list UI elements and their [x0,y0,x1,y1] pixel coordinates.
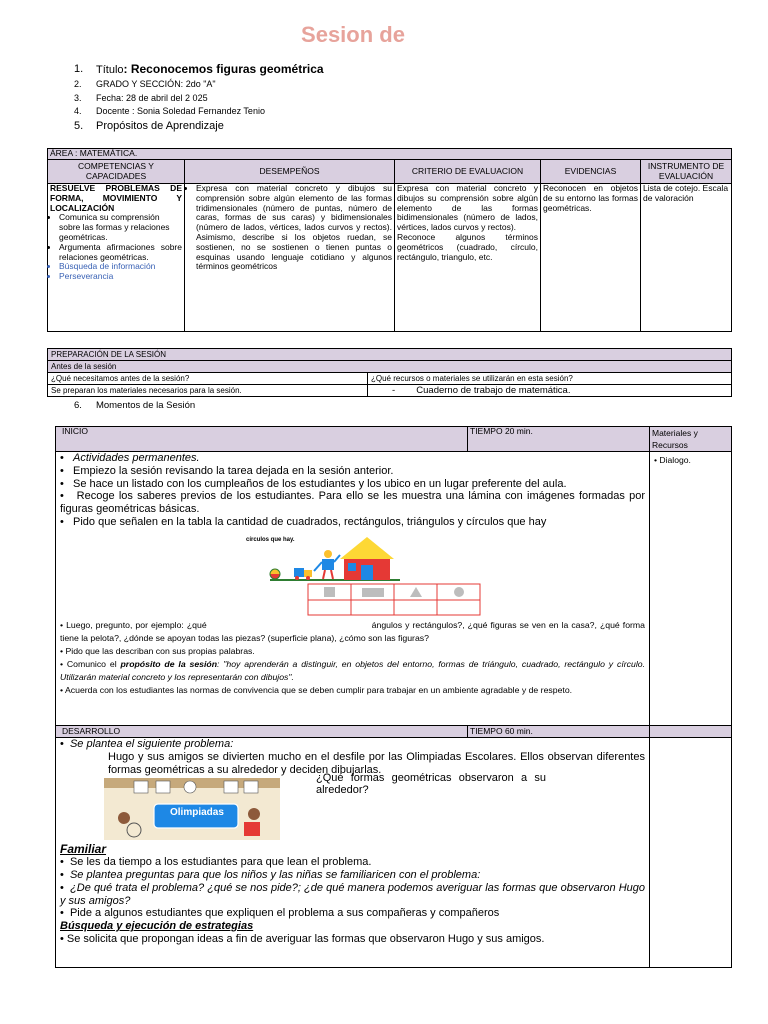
enfoque-item: • Búsqueda de información [59,262,182,272]
enfoque-item: • Perseverancia [59,272,182,282]
inicio-item: • Se hace un listado con los cumpleaños de los estudiantes y los ubico en un lugar preferente del aula. [60,477,567,490]
desarrollo-item: • Se les da tiempo a los estudiantes para que lean el problema. [60,856,372,869]
olympics-illustration [60,772,645,840]
desempeno-text: • Expresa con material concreto y dibujos su comprensión sobre algún elemento de las formas tridimensionales (número de puntas, número de caras, formas de sus caras) y bidimensionales (número de lados, vértices, lados curvos y rectos). Asimismo, describe si los objetos ruedan, se sostienen, no se sostienen o tienen puntas o esquinas usando lenguaje cotidiano y algunos términos geométricos [196,184,392,272]
solicita-item: • Se solicita que propongan ideas a fin de averiguar las formas que observaron Hugo y sus amigos. [60,932,545,945]
criterio-text-2: Reconoce algunos términos geométricos (cuadrado, círculo, rectángulo, triangulo, etc. [397,231,538,262]
question-luego: • Luego, pregunto, por ejemplo: ¿qué ángulos y rectángulos?, ¿qué figuras se ven en la casa?, ¿qué forma tiene la pelota?, ¿dónde se apoyan todas las piezas? (superficie plana), ¿cómo son las figuras? [60,619,645,643]
inicio-content [56,452,650,726]
answer-resources: - Cuaderno de trabajo de matemática. [368,385,732,397]
geometric-figures-illustration [60,531,645,617]
header-evidencias: EVIDENCIAS [541,160,641,184]
before-session-label: Antes de la sesión [48,361,732,373]
plantea-problem: • Se plantea el siguiente problema: [60,738,234,750]
desarrollo-item: • Pide a algunos estudiantes que expliquen el problema a sus compañeras y compañeros [60,907,500,920]
capacidad-item: • Argumenta afirmaciones sobre relaciones geométricas. [59,243,182,263]
criterio-text-1: Expresa con material concreto y dibujos su comprensión sobre algún elemento de las formas bidimensionales (número de lados, vértices, lados curvos y rectos). [397,183,538,233]
inicio-item: • Empiezo la sesión revisando la tarea dejada en la sesión anterior. [60,464,394,477]
desarrollo-time: TIEMPO 60 min. [468,726,650,738]
desarrollo-item: • ¿De qué trata el problema? ¿qué se nos pide?; ¿de qué manera podemos averiguar las formas que observaron Hugo y sus amigos? [60,881,646,907]
desarrollo-materials-cell [650,738,732,968]
problem-question: ¿Qué formas geométricas observaron a su alrededor? [316,772,546,797]
figure-caption: círculos que hay. [246,536,295,543]
familiar-heading: Familiar [60,842,107,857]
desarrollo-materials-header [650,726,732,738]
preparation-title: PREPARACIÓN DE LA SESIÓN [48,349,732,361]
header-instrumento: INSTRUMENTO DE EVALUACIÓN [641,160,732,184]
desarrollo-label: DESARROLLO [56,726,468,738]
meta-title: 1. Título: Reconocemos figuras geométrica [74,62,324,76]
question-needs: ¿Qué necesitamos antes de la sesión? [48,373,368,385]
page-title: Sesion de [301,22,405,47]
header-criterio: CRITERIO DE EVALUACION [395,160,541,184]
materials-cell: • Dialogo. [650,452,732,726]
preparation-table [47,348,732,397]
inicio-item: • Actividades permanentes. [60,452,200,464]
olympics-banner-text: Olimpiadas [170,807,224,819]
header-desempenos: DESEMPEÑOS [185,160,395,184]
area-label: ÁREA : MATEMÁTICA. [48,149,732,160]
inicio-label: INICIO [56,427,468,452]
meta-date: 3. Fecha: 28 de abril del 2 025 [74,92,208,103]
answer-needs: Se preparan los materiales necesarios para la sesión. [48,385,368,397]
meta-teacher: 4. Docente : Sonia Soledad Fernandez Tenio [74,106,265,117]
moments-table [55,426,732,968]
competencias-cell [48,184,185,332]
material-item: Dialogo. [659,455,691,465]
instrumento-cell: Lista de cotejo. Escala de valoración [641,184,732,332]
session-meta-list [74,62,324,134]
inicio-item: • Recoge los saberes previos de los estudiantes. Para ello se les muestra una lámina con imágenes formadas por figuras geométricas básicas. [60,490,645,516]
header-competencias: COMPETENCIAS Y CAPACIDADES [48,160,185,184]
materials-header: Materiales y Recursos [650,427,732,452]
busqueda-heading: Búsqueda y ejecución de estrategias [60,920,254,933]
pido-describan: • Pido que las describan con sus propias palabras. [60,645,255,656]
moments-heading: 6. Momentos de la Sesión [74,400,196,411]
criterio-cell [395,184,541,332]
problem-text: Hugo y sus amigos se divierten mucho en el desfile por las Olimpiadas Escolares. Ellos observan diferentes formas geométricas a su alrededor y deciden dibujarlas. [108,750,645,776]
inicio-time: TIEMPO 20 min. [468,427,650,452]
area-table [47,148,732,332]
meta-grade: 2. GRADO Y SECCIÓN: 2do "A" [74,79,216,89]
desempenos-cell [185,184,395,332]
desarrollo-item: • Se plantea preguntas para que los niños y las niñas se familiaricen con el problema: [60,868,481,881]
inicio-item: • Pido que señalen en la tabla la cantidad de cuadrados, rectángulos, triángulos y círculos que hay [60,515,547,528]
evidencias-cell: Reconocen en objetos de su entorno las formas geométricas. [541,184,641,332]
desarrollo-content [56,738,650,968]
meta-purposes: 5. Propósitos de Aprendizaje [74,119,224,132]
inicio-followup [60,619,645,697]
competencia-title: RESUELVE PROBLEMAS DE FORMA, MOVIMIENTO Y LOCALIZACIÓN [50,183,182,213]
agreement-statement: • Acuerda con los estudiantes las normas de convivencia que se deben cumplir para trabajar en un ambiente agradable y de respeto. [60,684,573,695]
capacidad-item: • Comunica su comprensión sobre las formas y relaciones geométricas. [59,213,182,242]
shapes-svg [240,531,500,617]
question-resources: ¿Qué recursos o materiales se utilizarán en esta sesión? [368,373,732,385]
purpose-statement: • Comunico el propósito de la sesión: "hoy aprenderán a distinguir, en objetos del entorno, formas de triángulo, cuadrado, rectángulo y círculo. Utilizarán material concreto y los representarán con dibujos". [60,658,645,682]
